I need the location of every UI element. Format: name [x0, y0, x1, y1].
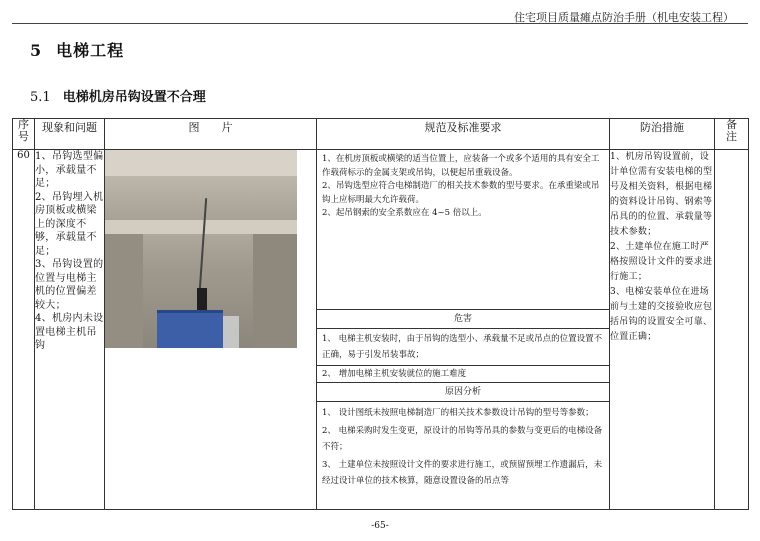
standard-block — [317, 150, 609, 309]
standard-item: 1、在机房顶板或横梁的适当位置上，应装备一个或多个适用的具有安全工作载荷标示的金属支架或吊钩，以便起吊重载设备。 — [322, 154, 600, 178]
section-heading — [30, 86, 206, 105]
hazard-item: 2、 增加电梯主机安装就位的施工难度 — [322, 369, 467, 379]
hazard-title: 危害 — [317, 309, 609, 329]
photo-wall-right — [253, 234, 297, 348]
photo-beam-edge — [105, 220, 297, 234]
cause-item: 1、 设计图纸未按照电梯制造厂的相关技术参数设计吊钩的型号等参数； — [322, 408, 594, 418]
header-remarks: 备 注 — [715, 119, 749, 150]
row-standard-cell — [317, 150, 610, 510]
header-measures: 防治措施 — [610, 119, 715, 150]
chapter-number: 5 — [30, 41, 43, 60]
chapter-title: 电梯工程 — [56, 41, 125, 60]
hazard-list — [317, 329, 609, 382]
header-phenomenon: 现象和问题 — [35, 119, 105, 150]
header-standard: 规范及标准要求 — [317, 119, 610, 150]
photo-traction-machine — [157, 310, 223, 348]
section-title: 电梯机房吊钩设置不合理 — [62, 90, 206, 105]
row-picture-cell — [105, 150, 317, 510]
photo-wall-left — [105, 234, 143, 348]
photo-beam — [105, 176, 297, 220]
row-index: 60 — [13, 150, 35, 510]
cause-item: 2、 电梯采购时发生变更，原设计的吊钩等吊具的参数与变更后的电梯设备不符； — [322, 426, 603, 452]
section-number: 5.1 — [30, 90, 51, 105]
standard-item: 2、吊钩选型应符合电梯制造厂的相关技术参数的型号要求。在承重梁或吊钩上应标明最大允许载荷。 — [322, 181, 600, 205]
manual-title: 住宅项目质量瘫点防治手册（机电安装工程） — [514, 11, 734, 24]
chapter-heading — [30, 38, 124, 61]
photo-ceiling — [105, 150, 297, 176]
defect-table — [12, 118, 749, 510]
header-picture: 图 片 — [105, 119, 317, 150]
hazard-item: 1、 电梯主机安装时，由于吊钩的选型小、承载量不足或吊点的位置设置不正确，易于引发吊装事故； — [317, 329, 609, 366]
row-remarks — [715, 150, 749, 510]
table-row — [13, 150, 749, 510]
cause-item: 3、 土建单位未按照设计文件的要求进行施工，或预留预埋工作遗漏后，未经过设计单位的技术核算，随意设置设备的吊点等 — [322, 460, 603, 486]
photo-machine-part — [223, 316, 239, 348]
header-rule — [12, 23, 748, 24]
row-phenomenon: 1、吊钩选型偏小，承载量不足； 2、吊钩埋入机房顶板或横梁上的深度不够，承载量不足； 3、吊钩设置的位置与电梯主机的位置偏差较大； 4、机房内未设置电梯主机吊钩 — [35, 150, 105, 510]
cause-list — [317, 402, 609, 490]
table-header-row — [13, 119, 749, 150]
standard-item: 2、起吊钢索的安全系数应在 4~5 倍以上。 — [322, 208, 487, 218]
cause-title: 原因分析 — [317, 382, 609, 402]
machine-room-photo — [105, 150, 297, 348]
header-index: 序 号 — [13, 119, 35, 150]
page-number: -65- — [371, 521, 389, 531]
row-measures: 1、机房吊钩设置前，设计单位需有安装电梯的型号及相关资料，根据电梯的资料设计吊钩、钢索等吊具的的位置、承载量等技术参数； 2、土建单位在施工时严格按照设计文件的要求进行施工； 3、电梯安装单位在进场前与土建的交接验收应包括吊钩的设置安全可靠、位置正确； — [610, 150, 715, 510]
